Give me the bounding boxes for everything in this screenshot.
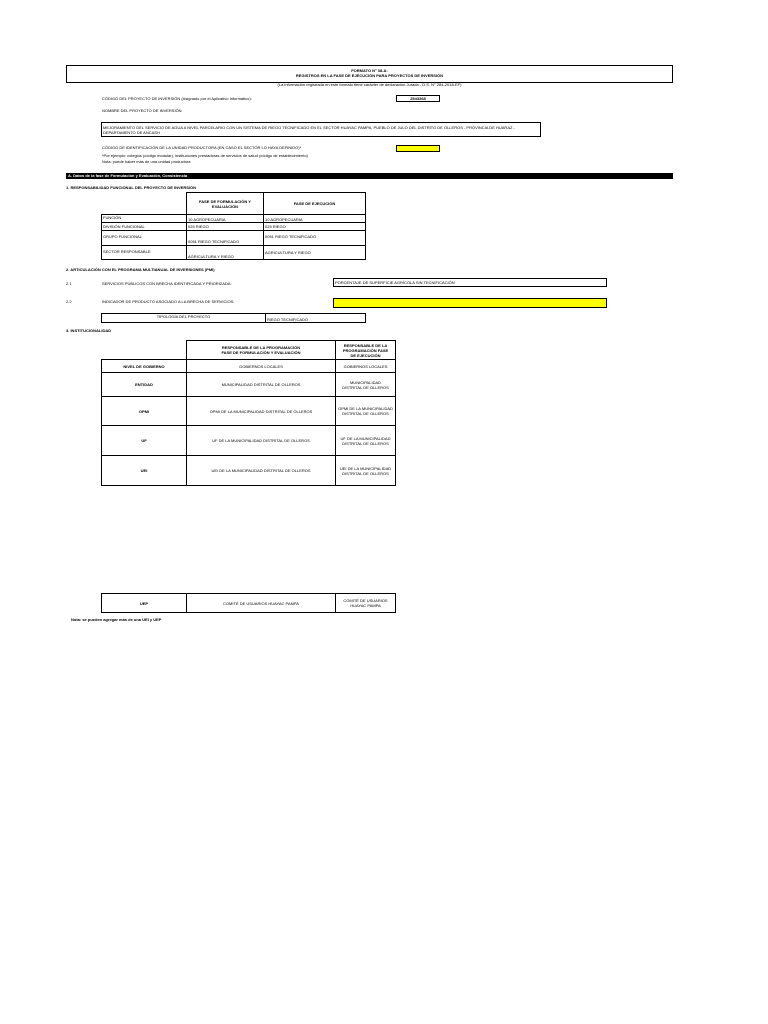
row-ej-value[interactable]: 025 RIEGO xyxy=(263,222,366,231)
form-title-box xyxy=(66,65,673,83)
row-ej-value[interactable]: UEI DE LA MUNICIPALIDAD DISTRITAL DE OLLEROS xyxy=(335,455,396,486)
row-fe-value[interactable]: COMITÉ DE USUARIOS HUAYAC PAMPA xyxy=(186,593,336,613)
section1-col-ejecucion: FASE DE EJECUCIÓN xyxy=(263,192,366,215)
row-fe-value[interactable]: AGRICULTURA Y RIEGO xyxy=(186,245,264,260)
item21-label: SERVICIOS PÚBLICOS CON BRECHA IDENTIFICADA Y PRIORIZADA: xyxy=(102,281,232,286)
row-ej-value[interactable]: 10 AGROPECUARIA xyxy=(263,214,366,223)
form-title-line1: FORMATO N° 08-A: xyxy=(351,68,388,73)
section-a-bar: A. Datos de la fase de Formulación y Evaluación, Consistencia xyxy=(66,173,673,179)
row-label: UEP xyxy=(101,593,187,613)
item22-number: 2.2 xyxy=(66,299,72,304)
item21-number: 2.1 xyxy=(66,281,72,286)
row-label: ENTIDAD xyxy=(101,372,187,397)
section3-footnote: Nota: se pueden agregar más de una UEI y UEP xyxy=(71,617,162,622)
row-label: DIVISIÓN FUNCIONAL xyxy=(101,222,187,231)
unit-code-note1: *Por ejemplo: colegios (código modular), instituciones prestadoras de servicios de salud (código de establecimiento) xyxy=(102,153,308,158)
row-label: NIVEL DE GOBIERNO xyxy=(101,359,187,373)
row-ej-value[interactable]: MUNICIPALIDAD DISTRITAL DE OLLEROS xyxy=(335,372,396,397)
project-name-line1: MEJORAMIENTO DEL SERVICIO DE AGUA A NIVEL PARCELARIO CON UN SISTEMA DE RIEGO TECNIFICADO EN EL SECTOR HUAYAC PAMPA, PUEBLO DE JULO DEL DISTRITO DE OLLEROS - PROVINCIA DE HUARAZ - xyxy=(103,125,515,130)
row-label: SECTOR RESPONSABLE xyxy=(101,245,187,260)
section1-title: 1. RESPONSABILIDAD FUNCIONAL DEL PROYECTO DE INVERSIÓN xyxy=(66,185,197,190)
row-fe-value[interactable]: 025 RIEGO xyxy=(186,222,264,231)
unit-code-input[interactable] xyxy=(396,145,440,152)
tipologia-value[interactable]: RIEGO TECNIFICADO xyxy=(265,313,366,323)
row-fe-value[interactable]: 0051 RIEGO TECNIFICADO xyxy=(186,230,264,246)
project-name-line2: DEPARTAMENTO DE ANCASH xyxy=(103,130,160,135)
row-ej-value[interactable]: GOBIERNOS LOCALES xyxy=(335,359,396,373)
form-legal-note: (La información registrada en este formato tiene carácter de declaración Jurada - D.S. N° 284-2018-EF) xyxy=(277,82,462,87)
section1-col-formulacion: FASE DE FORMULACIÓN Y EVALUACIÓN xyxy=(186,192,264,215)
row-label: OPMI xyxy=(101,396,187,426)
row-ej-value[interactable]: UF DE LA MUNICIPALIDAD DISTRITAL DE OLLEROS xyxy=(335,425,396,456)
row-label: GRUPO FUNCIONAL xyxy=(101,230,187,246)
row-fe-value[interactable]: GOBIERNOS LOCALES xyxy=(186,359,336,373)
row-label: FUNCIÓN xyxy=(101,214,187,223)
section3-col-ejecucion: RESPONSABLE DE LA PROGRAMACIÓN FASE DE EJECUCIÓN xyxy=(335,340,396,360)
project-code-label: CÓDIGO DEL PROYECTO DE INVERSIÓN (Asignado por el Aplicativo Informático): xyxy=(102,96,252,101)
project-code-value[interactable]: 2543368 xyxy=(396,95,440,102)
item22-label: INDICADOR DE PRODUCTO ASOCIADO A LA BRECHA DE SERVICIOS: xyxy=(102,299,235,304)
project-name-label: NOMBRE DEL PROYECTO DE INVERSIÓN xyxy=(102,108,182,113)
project-name-box[interactable] xyxy=(101,122,541,137)
item22-value[interactable] xyxy=(333,298,607,308)
row-ej-value[interactable]: COMITÉ DE USUARIOS HUAYAC PAMPA xyxy=(335,593,396,613)
row-fe-value[interactable]: MUNICIPALIDAD DISTRITAL DE OLLEROS xyxy=(186,372,336,397)
row-fe-value[interactable]: OPMI DE LA MUNICIPALIDAD DISTRITAL DE OLLEROS xyxy=(186,396,336,426)
section3-col-formulacion: RESPONSABLE DE LA PROGRAMACIÓN FASE DE FORMULACIÓN Y EVALUACIÓN xyxy=(186,340,336,360)
tipologia-label: TIPOLOGÍA DEL PROYECTO xyxy=(101,313,266,323)
item21-value[interactable]: PORCENTAJE DE SUPERFICIE AGRÍCOLA SIN TECNIFICACIÓN xyxy=(333,278,607,287)
row-label: UEI xyxy=(101,455,187,486)
row-fe-value[interactable]: UF DE LA MUNICIPALIDAD DISTRITAL DE OLLEROS xyxy=(186,425,336,456)
unit-code-label: CÓDIGO DE IDENTIFICACIÓN DE LA UNIDAD PRODUCTORA (EN CASO EL SECTOR LO HAYA DEFINIDO)* xyxy=(102,145,302,150)
row-ej-value[interactable]: 0051 RIEGO TECNIFICADO xyxy=(263,230,366,246)
row-fe-value[interactable]: 10 AGROPECUARIA xyxy=(186,214,264,223)
row-ej-value[interactable]: OPMI DE LA MUNICIPALIDAD DISTRITAL DE OLLEROS xyxy=(335,396,396,426)
section2-title: 2. ARTICULACIÓN CON EL PROGRAMA MULTIANUAL DE INVERSIONES (PMI) xyxy=(66,267,215,272)
row-fe-value[interactable]: UEI DE LA MUNICIPALIDAD DISTRITAL DE OLLEROS xyxy=(186,455,336,486)
row-label: UF xyxy=(101,425,187,456)
unit-code-note2: Nota: puede haber más de una unidad productora xyxy=(102,159,191,164)
form-title-line2: REGISTROS EN LA FASE DE EJECUCIÓN PARA PROYECTOS DE INVERSIÓN xyxy=(295,73,444,78)
section3-title: 3. INSTITUCIONALIDAD xyxy=(66,328,112,333)
row-ej-value[interactable]: AGRICULTURA Y RIEGO xyxy=(263,245,366,260)
